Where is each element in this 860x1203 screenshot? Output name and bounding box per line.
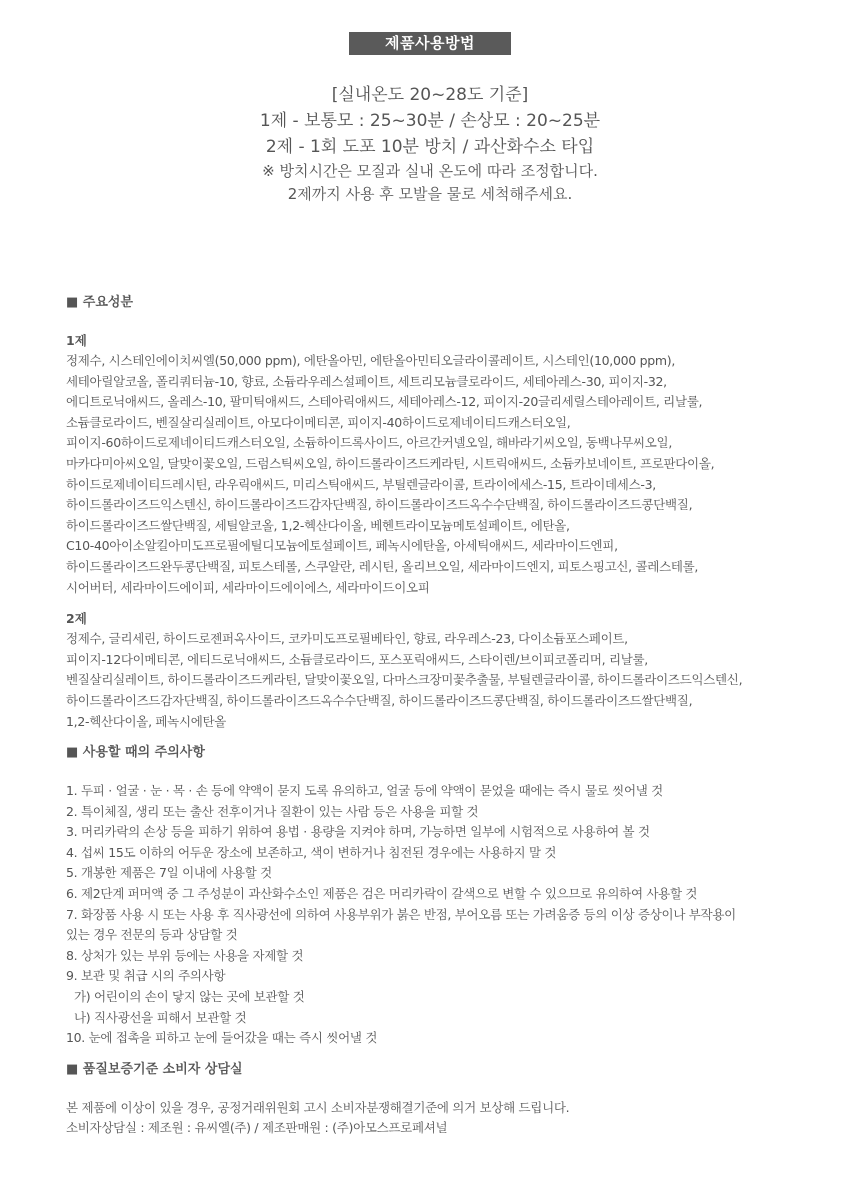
precaution-subitem: 가) 어린이의 손이 닿지 않는 곳에 보관할 것 xyxy=(74,989,305,1005)
ingredient-line: 피이지-12다이메티콘, 에티드로닉애씨드, 소듐클로라이드, 포스포릭애씨드, 스타이렌/브이피코폴리머, 리날룰, xyxy=(66,651,648,667)
quality-line: 본 제품에 이상이 있을 경우, 공정거래위원회 고시 소비자분쟁해결기준에 의거 보상해 드립니다. xyxy=(66,1099,570,1115)
usage-line: 2제 - 1회 도포 10분 방치 / 과산화수소 타입 xyxy=(265,137,595,157)
ingredient-line: 마카다미아씨오일, 달맞이꽃오일, 드럼스틱씨오일, 하이드롤라이즈드케라틴, 시트릭애씨드, 소듐카보네이트, 프로판다이올, xyxy=(66,455,715,471)
ingredient-line: 정제수, 시스테인에이치씨엘(50,000 ppm), 에탄올아민, 에탄올아민티오글라이콜레이트, 시스테인(10,000 ppm), xyxy=(66,353,676,368)
precaution-item: 7. 화장품 사용 시 또는 사용 후 직사광선에 의하여 사용부위가 붉은 반점, 부어오름 또는 가려움증 등의 이상 증상이나 부작용이 xyxy=(66,906,736,922)
consumer-contact: 소비자상담실 : 제조원 : 유씨엘(주) / 제조판매원 : (주)아모스프로페셔널 xyxy=(66,1120,448,1136)
usage-note: 2제까지 사용 후 모발을 물로 세척해주세요. xyxy=(287,185,573,203)
precaution-item: 6. 제2단계 퍼머액 중 그 주성분이 과산화수소인 제품은 검은 머리카락이 갈색으로 변할 수 있으므로 유의하여 사용할 것 xyxy=(66,886,698,902)
page-title: 제품사용방법 xyxy=(349,32,511,55)
ingredients-title: ■ 주요성분 xyxy=(66,295,134,310)
usage-note: ※ 방치시간은 모질과 실내 온도에 따라 조정합니다. xyxy=(262,162,598,180)
precautions-list xyxy=(66,781,846,1049)
ingredient-line: 하이드로제네이티드레시틴, 라우릭애씨드, 미리스틱애씨드, 부틸렌글라이콜, 트라이에세스-15, 트라이데세스-3, xyxy=(66,476,656,492)
precaution-item: 10. 눈에 접촉을 피하고 눈에 들어갔을 때는 즉시 씻어낼 것 xyxy=(66,1030,378,1046)
precaution-item: 5. 개봉한 제품은 7일 이내에 사용할 것 xyxy=(66,865,272,881)
ingredient-line: 하이드롤라이즈드익스텐신, 하이드롤라이즈드감자단백질, 하이드롤라이즈드옥수수단백질, 하이드롤라이즈드콩단백질, xyxy=(66,497,693,513)
precaution-item: 3. 머리카락의 손상 등을 피하기 위하여 용법 · 용량을 지켜야 하며, 가능하면 일부에 시험적으로 사용하여 볼 것 xyxy=(66,824,650,840)
precaution-item: 8. 상처가 있는 부위 등에는 사용을 자제할 것 xyxy=(66,947,304,963)
ingredient-line: 에디트로닉애씨드, 올레스-10, 팔미틱애씨드, 스테아릭애씨드, 세테아레스-12, 피이지-20글리세릴스테아레이트, 리날룰, xyxy=(66,394,703,410)
precaution-item: 있는 경우 전문의 등과 상담할 것 xyxy=(66,927,238,943)
part1-label: 1제 xyxy=(66,333,87,348)
quality-title: ■ 품질보증기준 소비자 상담실 xyxy=(66,1061,243,1077)
ingredient-line: 세테아릴알코올, 폴리쿼터늄-10, 향료, 소듐라우레스설페이트, 세트리모늄클로라이드, 세테아레스-30, 피이지-32, xyxy=(66,373,667,389)
ingredient-line: 벤질살리실레이트, 하이드롤라이즈드케라틴, 달맞이꽃오일, 다마스크장미꽃추출물, 부틸렌글라이콜, 하이드롤라이즈드익스텐신, xyxy=(66,672,743,688)
ingredient-line: 하이드롤라이즈드쌀단백질, 세틸알코올, 1,2-헥산다이올, 베헨트라이모늄메토설페이트, 에탄올, xyxy=(66,517,570,533)
ingredient-line: C10-40아이소알킬아미도프로필에틸디모늄에토설페이트, 페녹시에탄올, 아세틱애씨드, 세라마이드엔피, xyxy=(66,538,618,554)
ingredient-line: 소듐클로라이드, 벤질살리실레이트, 아모다이메티콘, 피이지-40하이드로제네이티드캐스터오일, xyxy=(66,414,571,430)
usage-line: 1제 - 보통모 : 25~30분 / 손상모 : 20~25분 xyxy=(259,111,601,131)
product-info xyxy=(66,293,846,1139)
part1-ingredients xyxy=(66,351,846,598)
usage-line: [실내온도 20~28도 기준] xyxy=(331,85,529,105)
part2-label: 2제 xyxy=(66,611,87,627)
ingredient-line: 하이드롤라이즈드완두콩단백질, 피토스테롤, 스쿠알란, 레시틴, 올리브오일, 세라마이드엔지, 피토스핑고신, 콜레스테롤, xyxy=(66,558,699,574)
usage-instructions xyxy=(0,82,860,206)
ingredient-line: 정제수, 글리세린, 하이드로젠퍼옥사이드, 코카미도프로필베타인, 향료, 라우레스-23, 다이소듐포스페이트, xyxy=(66,631,628,647)
precaution-subitem: 나) 직사광선을 피해서 보관할 것 xyxy=(74,1009,247,1025)
precaution-item: 4. 섭씨 15도 이하의 어두운 장소에 보존하고, 색이 변하거나 침전된 경우에는 사용하지 말 것 xyxy=(66,844,557,860)
ingredient-line: 하이드롤라이즈드감자단백질, 하이드롤라이즈드옥수수단백질, 하이드롤라이즈드콩단백질, 하이드롤라이즈드쌀단백질, xyxy=(66,692,693,708)
precaution-item: 2. 특이체질, 생리 또는 출산 전후이거나 질환이 있는 사람 등은 사용을 피할 것 xyxy=(66,803,479,819)
ingredient-line: 시어버터, 세라마이드에이피, 세라마이드에이에스, 세라마이드이오피 xyxy=(66,579,430,595)
ingredient-line: 1,2-헥산다이올, 페녹시에탄올 xyxy=(66,713,227,729)
part2-ingredients xyxy=(66,629,846,732)
ingredient-line: 피이지-60하이드로제네이티드캐스터오일, 소듐하이드록사이드, 아르간커넬오일, 해바라기씨오일, 동백나무씨오일, xyxy=(66,435,673,451)
precaution-item: 1. 두피 · 얼굴 · 눈 · 목 · 손 등에 약액이 묻지 도록 유의하고, 얼굴 등에 약액이 묻었을 때에는 즉시 물로 씻어낼 것 xyxy=(66,783,663,799)
precautions-title: ■ 사용할 때의 주의사항 xyxy=(66,745,205,761)
precaution-item: 9. 보관 및 취급 시의 주의사항 xyxy=(66,968,226,984)
quality-info xyxy=(66,1098,846,1139)
